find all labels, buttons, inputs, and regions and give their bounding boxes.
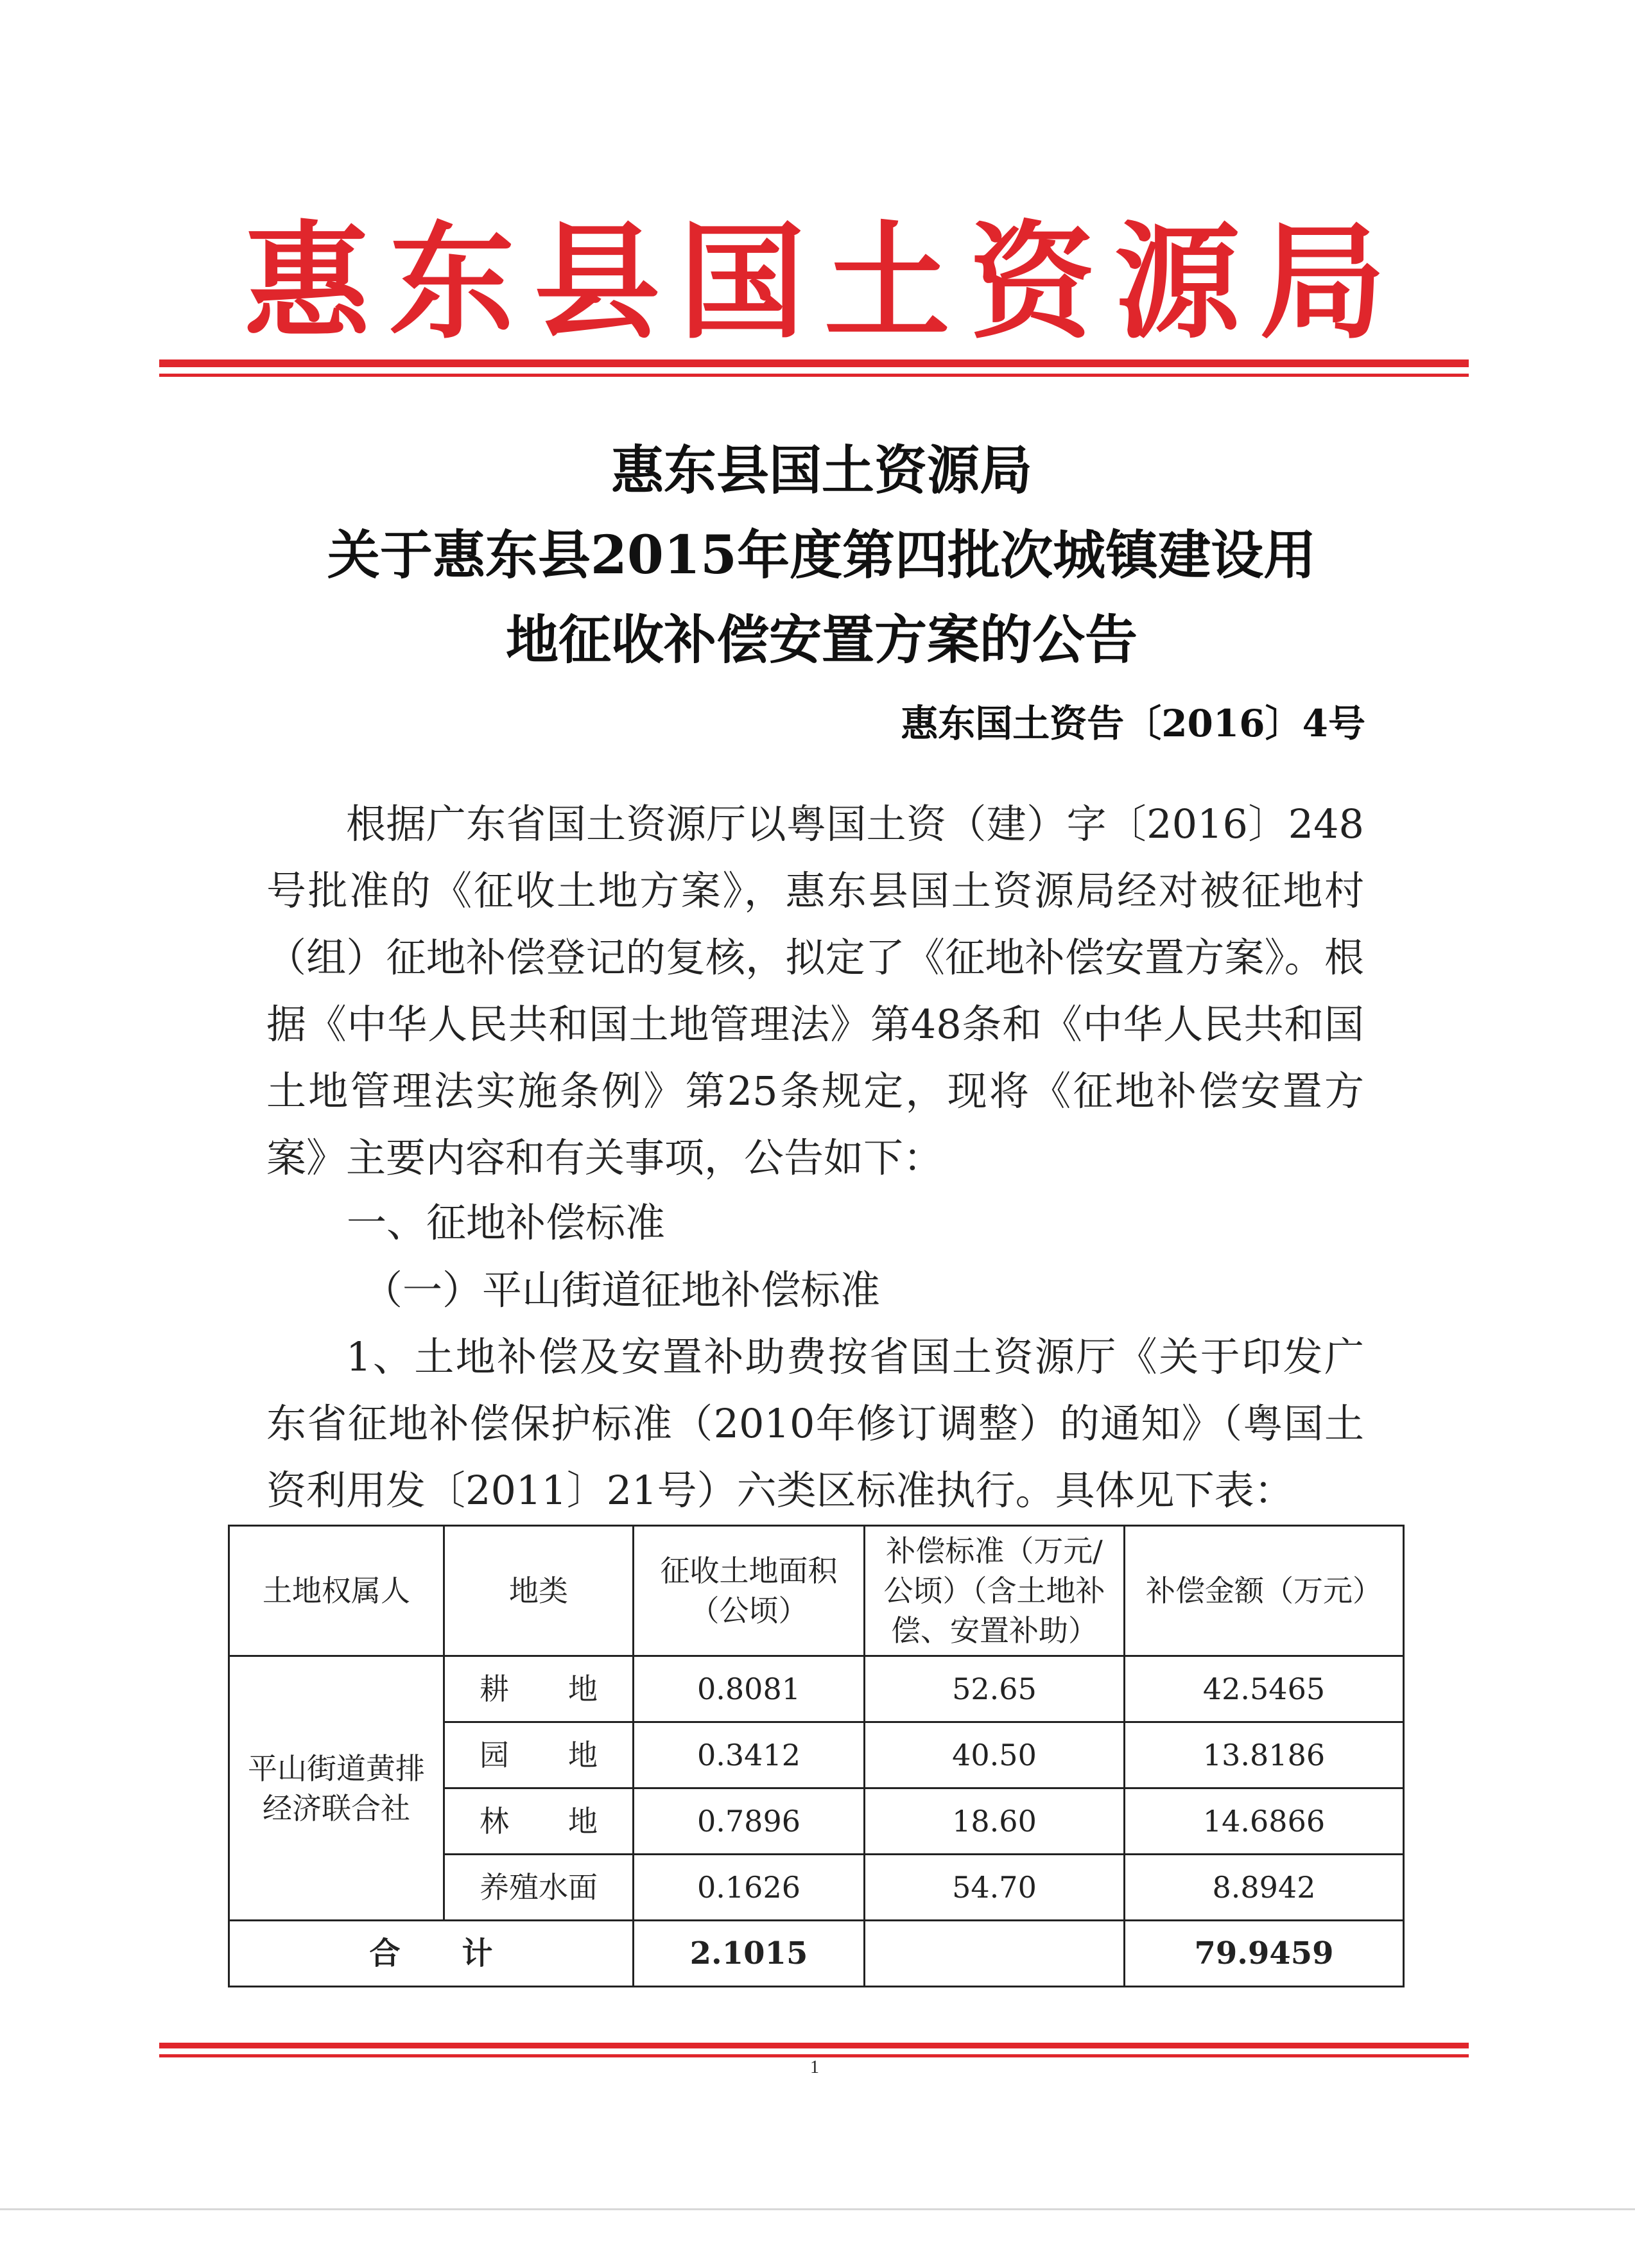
header-area: 征收土地面积（公顷） xyxy=(634,1526,865,1656)
header-land-type: 地类 xyxy=(444,1526,634,1656)
item-1-paragraph: 1、土地补偿及安置补助费按省国土资源厅《关于印发广东省征地补偿保护标准（2010年修订调整）的通知》（粤国土资利用发〔2011〕21号）六类区标准执行。具体见下表： xyxy=(266,1333,1364,1514)
area-cell: 0.1626 xyxy=(634,1855,865,1921)
land-type-cell: 耕 地 xyxy=(444,1656,634,1722)
land-type-cell: 园 地 xyxy=(444,1722,634,1788)
amount-cell: 8.8942 xyxy=(1125,1855,1404,1921)
amount-cell: 14.6866 xyxy=(1125,1788,1404,1855)
standard-cell: 40.50 xyxy=(865,1722,1125,1788)
land-type-cell: 林 地 xyxy=(444,1788,634,1855)
page-bottom-divider xyxy=(0,2208,1635,2210)
document-number: 惠东国土资告〔2016〕4号 xyxy=(901,702,1365,745)
total-label: 合 计 xyxy=(229,1921,634,1987)
area-cell: 0.7896 xyxy=(634,1788,865,1855)
amount-cell: 13.8186 xyxy=(1125,1722,1404,1788)
section-heading-1: 一、征地补偿标准 xyxy=(347,1199,666,1246)
table-row xyxy=(229,1656,1404,1722)
masthead-rule-thin xyxy=(159,374,1469,377)
owner-cell: 平山街道黄排经济联合社 xyxy=(229,1656,444,1921)
area-cell: 0.8081 xyxy=(634,1656,865,1722)
table-header-row xyxy=(229,1526,1404,1656)
total-amount: 79.9459 xyxy=(1125,1921,1404,1987)
compensation-table xyxy=(228,1525,1405,1987)
land-type-cell: 养殖水面 xyxy=(444,1855,634,1921)
standard-cell: 18.60 xyxy=(865,1788,1125,1855)
masthead-title: 惠东县国土资源局 xyxy=(244,209,1405,356)
title-line-3: 地征收补偿安置方案的公告 xyxy=(505,609,1138,671)
total-standard xyxy=(865,1921,1125,1987)
header-amount: 补偿金额（万元） xyxy=(1125,1526,1404,1656)
page-number: 1 xyxy=(810,2057,819,2077)
total-area: 2.1015 xyxy=(634,1921,865,1987)
section-heading-2: （一）平山街道征地补偿标准 xyxy=(363,1267,881,1313)
header-owner: 土地权属人 xyxy=(229,1526,444,1656)
standard-cell: 52.65 xyxy=(865,1656,1125,1722)
table-total-row xyxy=(229,1921,1404,1987)
area-cell: 0.3412 xyxy=(634,1722,865,1788)
standard-cell: 54.70 xyxy=(865,1855,1125,1921)
header-standard: 补偿标准（万元/公顷）（含土地补偿、安置补助） xyxy=(865,1526,1125,1656)
masthead-rule-thick xyxy=(159,359,1469,367)
title-line-1: 惠东县国土资源局 xyxy=(610,440,1032,501)
footer-rule-thick xyxy=(159,2043,1469,2048)
amount-cell: 42.5465 xyxy=(1125,1656,1404,1722)
intro-paragraph: 根据广东省国土资源厅以粤国土资（建）字〔2016〕248号批准的《征收土地方案》，惠东县国土资源局经对被征地村（组）征地补偿登记的复核，拟定了《征地补偿安置方案》。根据《中华人民共和国土地管理法》第48条和《中华人民共和国土地管理法实施条例》第25条规定，现将《征地补偿安置方案》主要内容和有关事项，公告如下： xyxy=(266,801,1364,1181)
title-line-2: 关于惠东县2015年度第四批次城镇建设用 xyxy=(327,524,1317,586)
